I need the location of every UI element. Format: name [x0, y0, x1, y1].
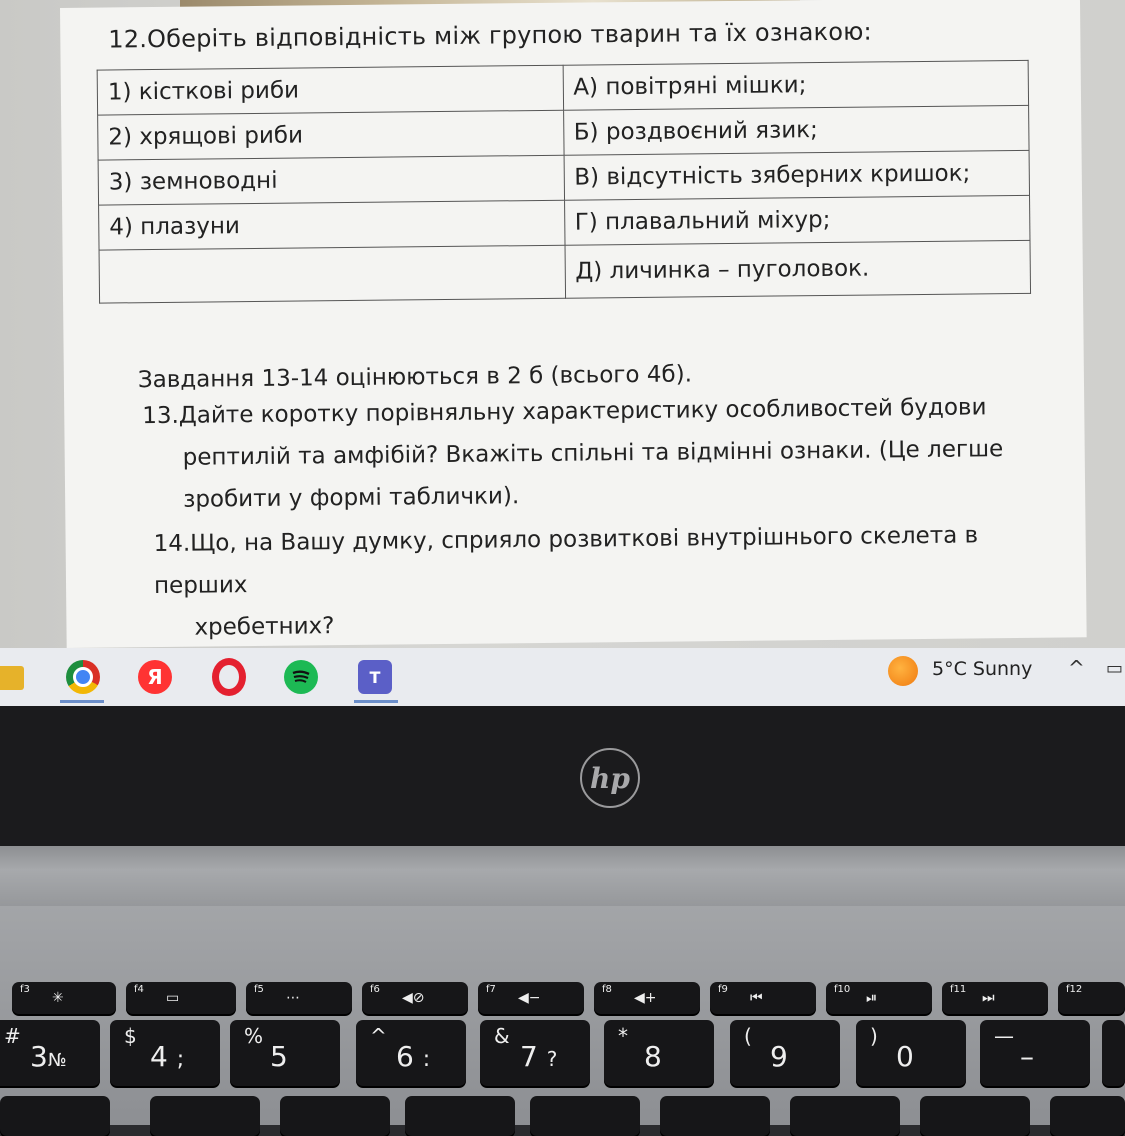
key-shift-label: $	[124, 1024, 137, 1048]
key-main-label	[30, 1040, 67, 1073]
table-cell-feature: Д) личинка – пуголовок.	[565, 240, 1031, 298]
volume-down-icon: ◀−	[518, 990, 541, 1006]
keyboard-key-9[interactable]	[730, 1020, 840, 1086]
key-fn-label: f9	[718, 984, 728, 995]
keyboard-key-f4[interactable]	[126, 982, 236, 1014]
keyboard-key-bracket[interactable]	[1050, 1096, 1125, 1136]
keyboard-key-f11[interactable]	[942, 982, 1048, 1014]
opera-icon[interactable]	[212, 658, 246, 696]
file-explorer-icon[interactable]	[0, 666, 24, 690]
key-main-label	[520, 1040, 557, 1073]
key-digit: 3	[30, 1040, 48, 1073]
keyboard-key-equals[interactable]	[1102, 1020, 1125, 1086]
teams-icon[interactable]: T	[358, 660, 392, 694]
key-alt-label: №	[47, 1050, 67, 1071]
active-app-indicator	[60, 700, 104, 703]
key-digit: 0	[896, 1040, 914, 1073]
laptop-hinge	[0, 846, 1125, 906]
keyboard-key-r[interactable]	[150, 1096, 260, 1136]
tasks-scoring-note: Завдання 13-14 оцінюються в 2 б (всього 4б).	[137, 361, 693, 394]
question-14-line: хребетних?	[194, 613, 335, 641]
key-main-label	[150, 1040, 184, 1073]
previous-track-icon: ⏮	[750, 990, 763, 1006]
key-digit: 7	[520, 1040, 538, 1073]
keyboard-key-f6[interactable]	[362, 982, 468, 1014]
next-track-icon: ⏭	[982, 990, 995, 1006]
keyboard-key-f8[interactable]	[594, 982, 700, 1014]
keyboard-deck	[0, 906, 1125, 1125]
key-shift-label: *	[618, 1024, 628, 1048]
key-fn-label: f3	[20, 984, 30, 995]
key-digit: 9	[770, 1040, 788, 1073]
key-digit: 8	[644, 1040, 662, 1073]
laptop-bezel	[0, 706, 1125, 846]
spotify-icon[interactable]	[284, 660, 318, 694]
tray-chevron-icon[interactable]: ^	[1068, 656, 1085, 680]
key-main-label	[396, 1040, 430, 1073]
question-13	[142, 386, 1023, 521]
keyboard-key-f10[interactable]	[826, 982, 932, 1014]
table-cell-feature: Г) плавальний міхур;	[564, 195, 1030, 245]
key-fn-label: f12	[1066, 984, 1083, 995]
spotify-waves-icon	[291, 670, 311, 684]
key-fn-label: f7	[486, 984, 496, 995]
keyboard-key-3[interactable]	[0, 1020, 100, 1086]
weather-condition: Sunny	[972, 658, 1033, 680]
matching-table	[97, 60, 1031, 304]
keyboard-key-f9[interactable]	[710, 982, 816, 1014]
meet-now-icon[interactable]: ▭	[1106, 658, 1124, 679]
key-alt-label: ?	[546, 1047, 558, 1071]
keyboard-key-8[interactable]	[604, 1020, 714, 1086]
keyboard-key-f5[interactable]	[246, 982, 352, 1014]
question-14	[153, 514, 1054, 649]
table-cell-group	[99, 245, 565, 303]
weather-temperature: 5°C	[932, 658, 967, 680]
question-13-line: рептилій та амфібій? Вкажіть спільні та відмінні ознаки. (Це легше	[182, 436, 1004, 471]
key-shift-label: (	[744, 1024, 752, 1048]
play-pause-icon: ⏯	[866, 990, 878, 1006]
table-cell-group: 2) хрящові риби	[98, 110, 564, 160]
question-14-line: 14.Що, на Вашу думку, сприяло розвиткові внутрішнього скелета в перших	[153, 522, 979, 600]
keyboard-key-f3[interactable]	[12, 982, 116, 1014]
question-13-line: 13.Дайте коротку порівняльну характеристику особливостей будови	[142, 394, 987, 430]
keyboard-key-f7[interactable]	[478, 982, 584, 1014]
volume-up-icon: ◀+	[634, 990, 657, 1006]
key-digit: 6	[396, 1040, 414, 1073]
chrome-icon[interactable]	[66, 660, 100, 694]
keyboard-key-5[interactable]	[230, 1020, 340, 1086]
mute-icon: ◀⊘	[402, 990, 425, 1006]
table-row	[99, 240, 1031, 303]
key-fn-label: f10	[834, 984, 851, 995]
key-shift-label: #	[4, 1024, 21, 1048]
keyboard-key-6[interactable]	[356, 1020, 466, 1086]
keyboard-key-t[interactable]	[280, 1096, 390, 1136]
keyboard-key-i[interactable]	[660, 1096, 770, 1136]
key-shift-label: ^	[370, 1024, 387, 1048]
document-page	[60, 0, 1087, 648]
question-13-line: зробити у формі таблички).	[183, 483, 520, 513]
key-fn-label: f11	[950, 984, 967, 995]
table-cell-group: 1) кісткові риби	[97, 65, 563, 115]
keyboard-key-f12[interactable]	[1058, 982, 1125, 1014]
brightness-icon: ✳	[52, 990, 64, 1006]
key-fn-label: f5	[254, 984, 264, 995]
keyboard-key-4[interactable]	[110, 1020, 220, 1086]
keyboard-key-e[interactable]	[0, 1096, 110, 1136]
keyboard-key-minus[interactable]	[980, 1020, 1090, 1086]
yandex-browser-icon[interactable]: Я	[138, 660, 172, 694]
table-cell-feature: А) повітряні мішки;	[563, 60, 1029, 110]
hp-logo: hp	[580, 748, 640, 808]
key-shift-label: &	[494, 1024, 510, 1048]
keyboard-key-p[interactable]	[920, 1096, 1030, 1136]
key-digit: 4	[150, 1040, 168, 1073]
question-12-title: 12.Оберіть відповідність між групою тварин та їх ознакою:	[108, 17, 873, 54]
sun-icon[interactable]	[888, 656, 918, 686]
table-cell-feature: Б) роздвоєний язик;	[563, 105, 1029, 155]
key-fn-label: f6	[370, 984, 380, 995]
table-cell-group: 3) земноводні	[98, 155, 564, 205]
key-shift-label: —	[994, 1024, 1014, 1048]
active-app-indicator	[354, 700, 398, 703]
keyboard-key-0[interactable]	[856, 1020, 966, 1086]
key-shift-label: %	[244, 1024, 264, 1048]
display-icon: ▭	[166, 990, 180, 1006]
weather-widget[interactable]	[932, 658, 1032, 680]
backlight-icon: ⋯	[286, 990, 300, 1006]
keyboard-key-y[interactable]	[405, 1096, 515, 1136]
key-digit: –	[1020, 1040, 1034, 1073]
table-cell-group: 4) плазуни	[99, 200, 565, 250]
key-alt-label: :	[422, 1047, 431, 1072]
key-shift-label: )	[870, 1024, 878, 1048]
keyboard-key-u[interactable]	[530, 1096, 640, 1136]
keyboard-key-o[interactable]	[790, 1096, 900, 1136]
key-alt-label: ;	[176, 1047, 185, 1072]
key-fn-label: f4	[134, 984, 144, 995]
key-fn-label: f8	[602, 984, 612, 995]
key-digit: 5	[270, 1040, 288, 1073]
table-cell-feature: В) відсутність зяберних кришок;	[564, 150, 1030, 200]
keyboard-key-7[interactable]	[480, 1020, 590, 1086]
